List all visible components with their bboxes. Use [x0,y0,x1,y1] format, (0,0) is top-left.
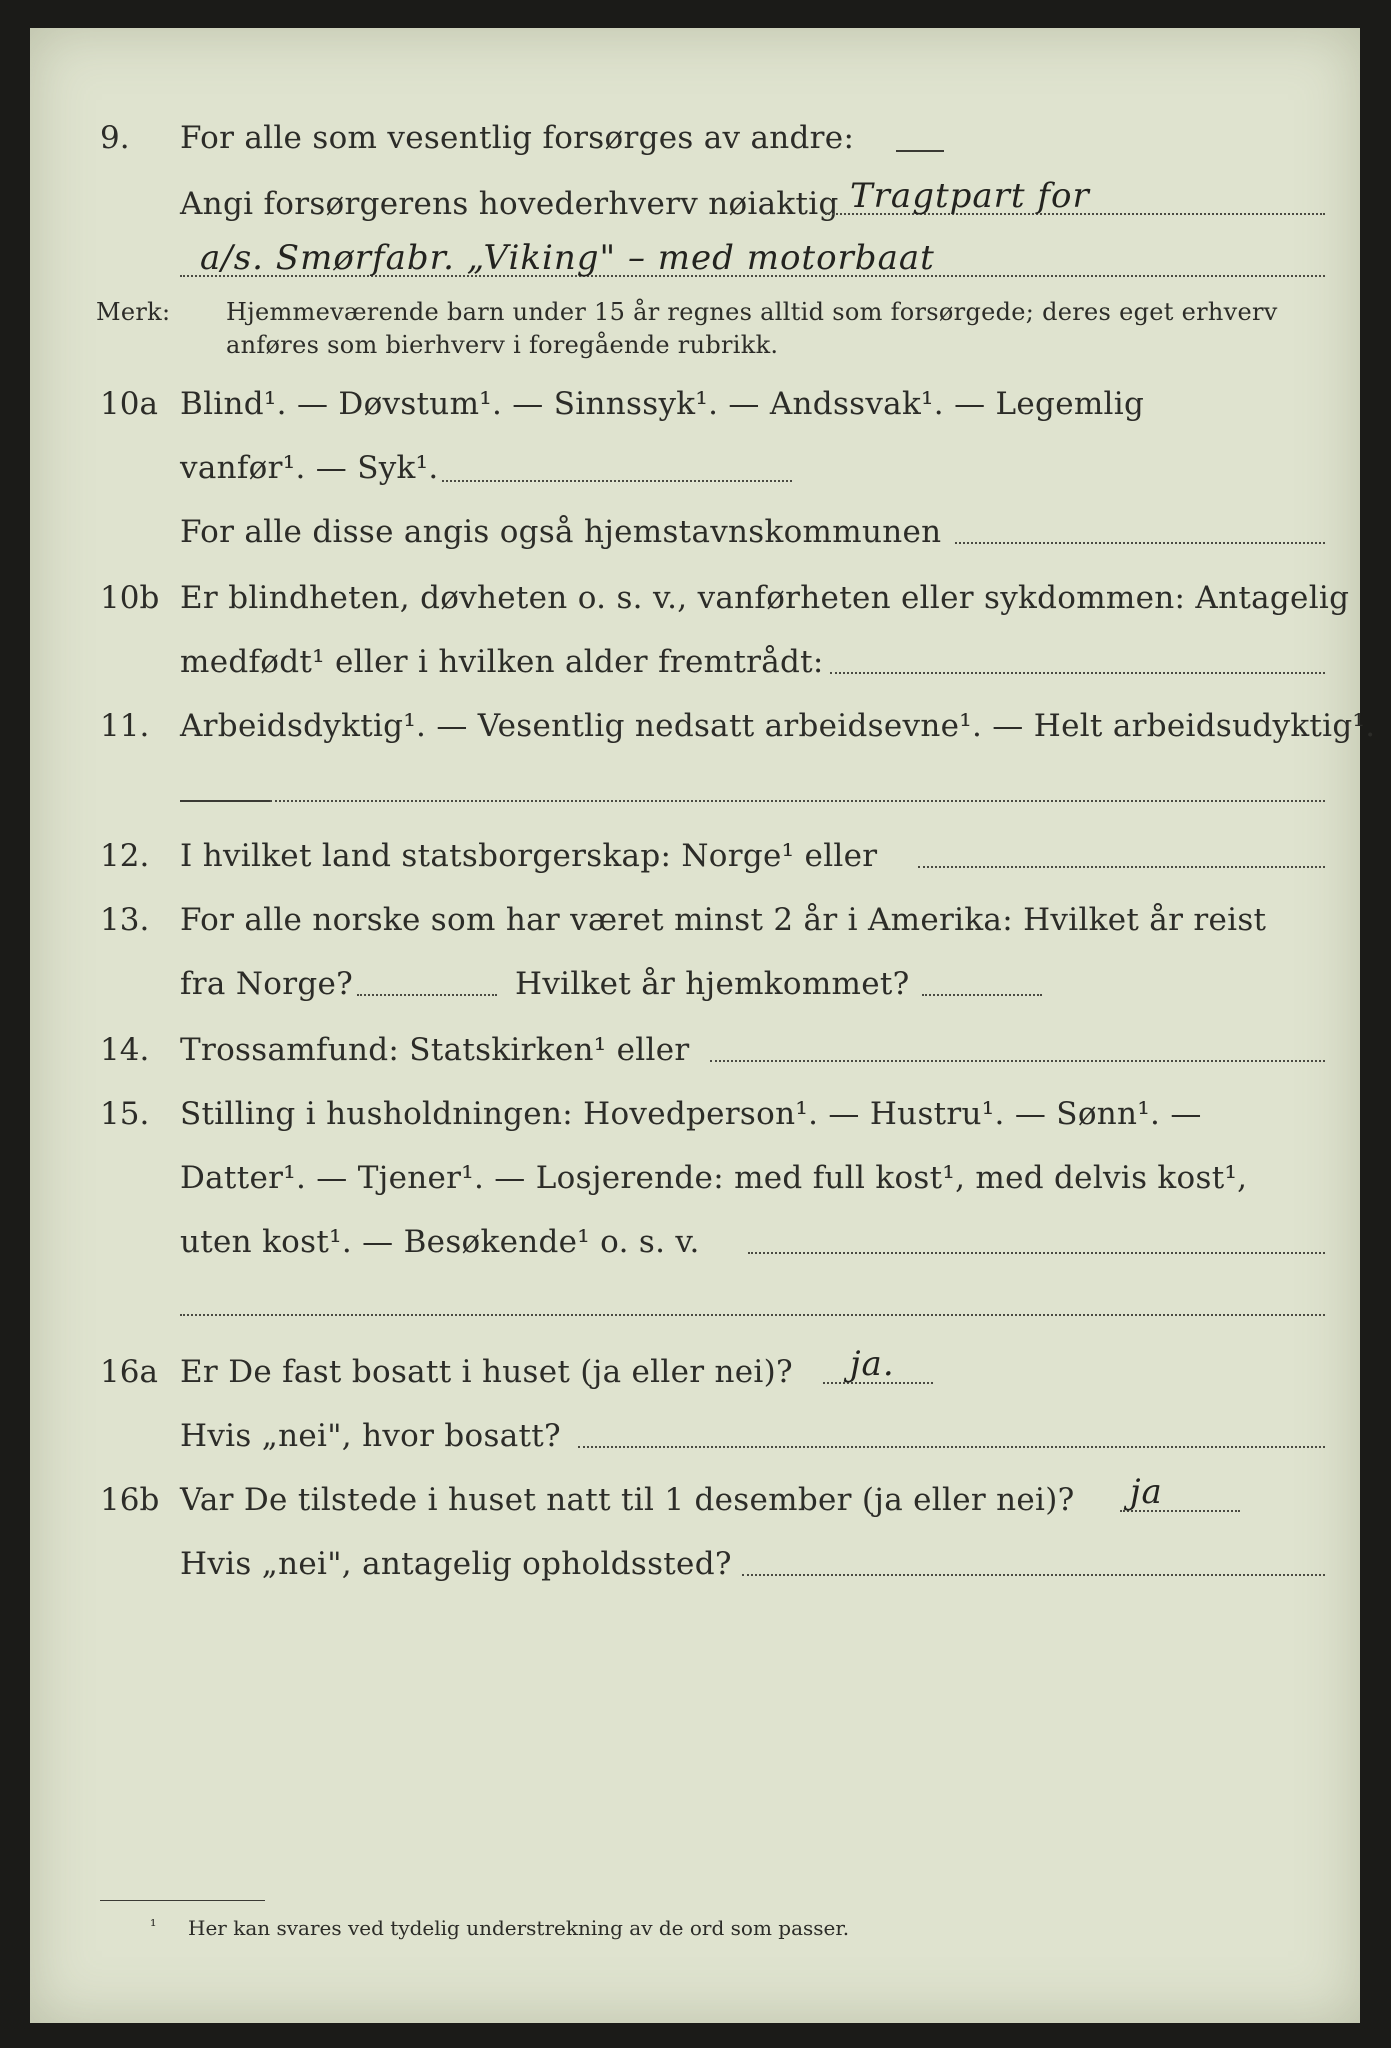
q16a-line2: Hvis „nei", hvor bosatt? [180,1418,561,1454]
q10a-line2: vanfør¹. — Syk¹. [180,450,439,486]
q10b-line2: medfødt¹ eller i hvilken alder fremtrådt: [180,644,824,680]
q16b-number: 16b [100,1482,160,1518]
q13-number: 13. [100,902,150,938]
q16a-where-line [578,1446,1325,1448]
q16b-handwritten-answer: ja [1130,1472,1163,1512]
merk-line1: Hjemmeværende barn under 15 år regnes alltid som forsørgede; deres eget erhverv [226,298,1278,326]
q9-handwritten-occupation-1: Tragtpart for [850,176,1090,216]
q12-line1: I hvilket land statsborgerskap: Norge¹ eller [180,838,878,874]
q15-extra-line [180,1314,1325,1316]
footnote-rule [100,1900,265,1901]
q13-line2a: fra Norge? [180,966,354,1002]
q9-line2: Angi forsørgerens hovederhverv nøiaktig [180,186,839,222]
q15-line1: Stilling i husholdningen: Hovedperson¹. — Hustru¹. — Sønn¹. — [180,1096,1202,1132]
q11-number: 11. [100,708,150,744]
q14-answer-line [710,1060,1325,1062]
q10b-number: 10b [100,580,160,616]
q9-number: 9. [100,120,130,156]
q10a-sick-line [442,480,792,482]
q11-dash [180,800,270,802]
q13-returned-line [922,994,1042,996]
q16a-line1: Er De fast bosatt i huset (ja eller nei)? [180,1354,793,1390]
q13-left-norway-line [357,994,497,996]
q14-number: 14. [100,1032,150,1068]
q9-dash [896,150,944,152]
q14-line1: Trossamfund: Statskirken¹ eller [180,1032,690,1068]
q11-line1: Arbeidsdyktig¹. — Vesentlig nedsatt arbeidsevne¹. — Helt arbeidsudyktig¹. [180,708,1376,744]
q15-line3: uten kost¹. — Besøkende¹ o. s. v. [180,1224,700,1260]
q16b-where-line [742,1574,1325,1576]
q10a-number: 10a [100,386,158,422]
q16b-line2: Hvis „nei", antagelig opholdssted? [180,1546,732,1582]
q16a-number: 16a [100,1354,158,1390]
merk-label: Merk: [96,298,171,326]
q15-line2: Datter¹. — Tjener¹. — Losjerende: med full kost¹, med delvis kost¹, [180,1160,1248,1196]
q15-answer-line [748,1252,1325,1254]
q10a-home-municipality-line [955,542,1325,544]
footnote-text: Her kan svares ved tydelig understrekning av de ord som passer. [188,1916,850,1940]
q10b-line1: Er blindheten, døvheten o. s. v., vanførheten eller sykdommen: Antagelig [180,580,1350,616]
q12-answer-line [918,866,1325,868]
q10a-line3: For alle disse angis også hjemstavnskommunen [180,514,942,550]
q12-number: 12. [100,838,150,874]
q13-line2b: Hvilket år hjemkommet? [515,966,910,1002]
q13-line1: For alle norske som har været minst 2 år i Amerika: Hvilket år reist [180,902,1267,938]
q9-handwritten-occupation-2: a/s. Smørfabr. „Viking" – med motorbaat [200,238,935,278]
census-form-page [30,28,1376,2023]
q10a-line1: Blind¹. — Døvstum¹. — Sinnssyk¹. — Andssvak¹. — Legemlig [180,386,1145,422]
q11-answer-line [270,800,1325,802]
merk-line2: anføres som bierhverv i foregående rubrikk. [226,331,779,359]
q9-line1: For alle som vesentlig forsørges av andre: [180,120,855,156]
q10b-answer-line [830,672,1325,674]
footnote-mark: ¹ [150,1916,157,1935]
q16b-line1: Var De tilstede i huset natt til 1 desember (ja eller nei)? [180,1482,1075,1518]
q15-number: 15. [100,1096,150,1132]
q16a-handwritten-answer: ja. [850,1344,895,1384]
